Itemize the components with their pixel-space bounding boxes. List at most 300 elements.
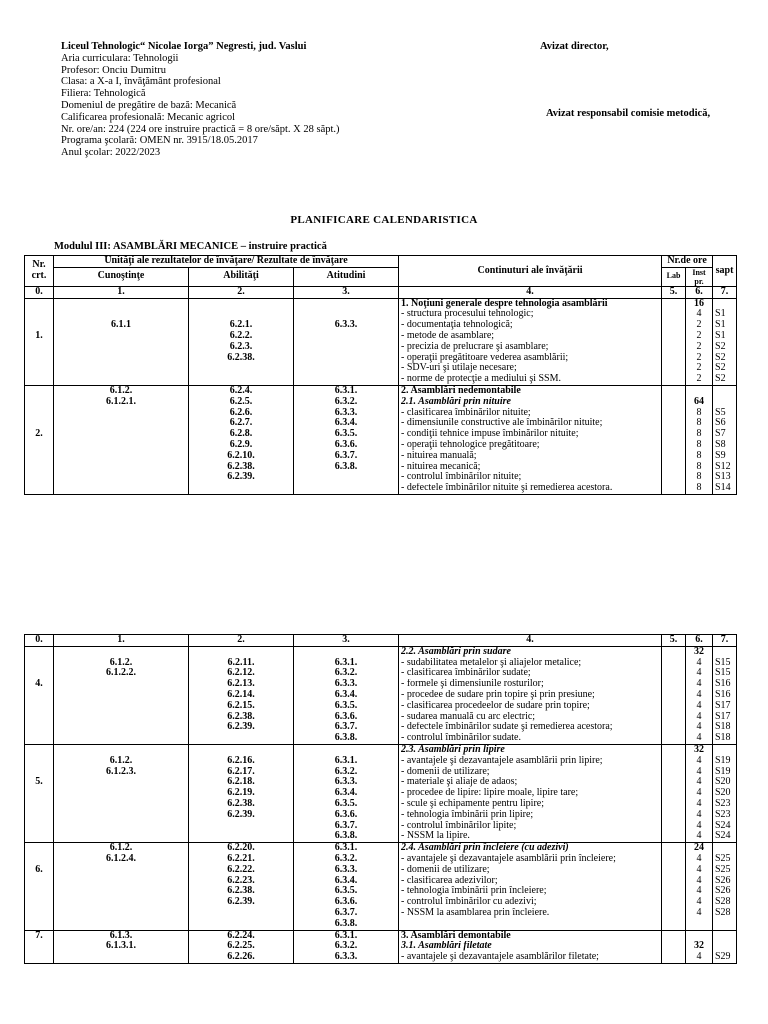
ore-value: 4 [696,700,702,711]
continut-item: - precizia de prelucrare şi asamblare; [401,341,549,352]
atitudini-cell [294,843,399,930]
sapt-value: S2 [715,363,726,374]
abilitati-code: 6.2.38. [227,798,255,809]
sapt-value [715,931,734,942]
sapt-value: S6 [715,418,726,429]
sapt-value: S19 [715,755,731,766]
cunostinte-code [56,745,186,756]
cunostinte-code: 6.1.2.3. [106,766,136,777]
continut-item: - clasificarea procedeelor de sudare prin topire; [401,700,590,711]
abilitati-code: 6.2.4. [229,385,253,396]
lab-cell [662,385,686,494]
row-number [25,744,54,842]
continut-item: - clasificarea adezivilor; [401,875,498,886]
sapt-value [715,647,734,658]
index-row [25,286,737,298]
atitudini-code: 6.3.2. [334,853,358,864]
ore-value: 4 [696,831,702,842]
abilitati-code [191,309,291,320]
continut-item: 2.3. Asamblări prin lipire [401,744,505,755]
ore-value: 4 [696,309,702,320]
atitudini-code [296,745,396,756]
atitudini-code: 6.3.1. [334,930,358,941]
continut-item: - avantajele şi dezavantajele asamblării prin lipire; [401,755,603,766]
abilitati-cell [189,930,294,963]
ore-value: 64 [694,396,705,407]
atitudini-code: 6.3.5. [334,429,358,440]
abilitati-code [191,745,291,756]
continut-item: - clasificarea îmbinărilor nituite; [401,407,531,418]
sapt-cell [713,385,737,494]
abilitati-code: 6.2.39. [227,897,255,908]
index-cell: 0. [25,635,54,647]
col-cunostinte: Cunoştinţe [54,267,189,286]
row-number-text: 1. [35,330,43,341]
abilitati-code: 6.2.8. [229,429,253,440]
aria-curriculara: Aria curriculara: Tehnologii [61,52,179,64]
filiera: Filiera: Tehnologică [61,88,146,100]
cunostinte-code: 6.1.2. [109,755,133,766]
abilitati-code: 6.2.1. [229,320,253,331]
anul-scolar: Anul şcolar: 2022/2023 [61,147,161,159]
abilitati-code: 6.2.38. [227,461,255,472]
sapt-value: S5 [715,407,726,418]
sapt-value: S26 [715,875,731,886]
atitudini-code: 6.3.6. [334,439,358,450]
sapt-value [715,299,734,310]
ore-value: 32 [694,941,704,952]
lab-cell [662,646,686,744]
sapt-value: S7 [715,429,726,440]
cunostinte-cell [54,930,189,963]
abilitati-code: 6.2.23. [227,875,255,886]
sapt-value: S9 [715,450,726,461]
continut-item: - tehnologia îmbinării prin încleiere; [401,886,547,897]
sapt-value [715,941,734,952]
continut-item: - operaţii pregătitoare vederea asamblării; [401,352,569,363]
cunostinte-code: 6.1.2.1. [106,396,136,407]
continut-item: - documentaţia tehnologică; [401,320,513,331]
ore-value: 8 [696,472,702,483]
cunostinte-code: 6.1.2.2. [106,668,136,679]
continut-item: - defectele îmbinărilor nituite şi remedierea acestora. [401,483,613,494]
index-cell: 4. [399,635,662,647]
continut-item: - domenii de utilizare; [401,766,490,777]
atitudini-code: 6.3.2. [334,668,358,679]
sapt-value: S1 [715,309,726,320]
continut-item: - nituirea manuală; [401,450,477,461]
abilitati-code: 6.2.11. [227,657,255,668]
abilitati-code: 6.2.13. [227,679,255,690]
col-abilitati: Abilităţi [189,267,294,286]
atitudini-code: 6.3.2. [334,941,358,952]
ore-value [688,931,710,942]
atitudini-code: 6.3.8. [334,733,358,744]
row-number [25,646,54,744]
atitudini-code: 6.3.4. [334,788,358,799]
sapt-value: S15 [715,668,731,679]
atitudini-code [296,647,396,658]
sapt-value: S28 [715,897,731,908]
index-cell: 3. [294,286,399,298]
ore-value: 4 [696,755,702,766]
row-number [25,930,54,963]
col-sapt: sapt [713,256,737,287]
ore-value: 4 [696,711,702,722]
continut-item: - nituirea mecanică; [401,461,481,472]
continut-item: - scule şi echipamente pentru lipire; [401,798,545,809]
continut-item: 3. Asamblări demontabile [401,930,511,941]
ore-value: 8 [696,418,702,429]
nr-ore: Nr. ore/an: 224 (224 ore instruire practică = 8 ore/săpt. X 28 săpt.) [61,123,340,135]
cunostinte-cell [54,744,189,842]
ore-value: 4 [696,657,702,668]
abilitati-code: 6.2.9. [229,439,253,450]
abilitati-code: 6.2.10. [227,450,255,461]
abilitati-code: 6.2.16. [227,755,255,766]
abilitati-code: 6.2.6. [229,407,253,418]
atitudini-code: 6.3.7. [334,450,358,461]
abilitati-code: 6.2.39. [227,722,255,733]
ore-value: 2 [696,363,702,374]
school-name: Liceul Tehnologic“ Nicolae Iorga” Negresti, jud. Vaslui [61,41,307,52]
col-lab: Lab [662,267,686,286]
atitudini-code: 6.3.4. [334,689,358,700]
continut-item: 2.4. Asamblări prin încleiere (cu adezivi) [401,843,569,854]
continut-item: - controlul îmbinărilor nituite; [401,472,522,483]
index-row [25,635,737,647]
sapt-value: S20 [715,788,731,799]
ore-value: 4 [696,668,702,679]
ore-value: 4 [696,897,702,908]
ore-value: 32 [694,646,704,657]
index-cell: 2. [189,635,294,647]
continut-item: - defectele îmbinărilor sudate şi remedierea acestora; [401,722,613,733]
atitudini-code: 6.3.3. [334,777,358,788]
row-number [25,298,54,385]
index-cell: 0. [25,286,54,298]
atitudini-code: 6.3.5. [334,798,358,809]
abilitati-code: 6.2.15. [227,700,255,711]
abilitati-code: 6.2.2. [229,330,253,341]
table-row [25,930,737,963]
atitudini-code: 6.3.6. [334,809,358,820]
sapt-value: S12 [715,461,731,472]
sapt-value: S23 [715,809,731,820]
continut-item: - formele şi dimensiunile rosturilor; [401,679,544,690]
atitudini-code: 6.3.8. [334,918,358,929]
continut-item: - sudabilitatea metalelor şi aliajelor metalice; [401,657,582,668]
atitudini-code: 6.3.1. [334,843,358,854]
continut-item: - procedee de sudare prin topire şi prin presiune; [401,689,595,700]
ore-cell [686,385,713,494]
sapt-value: S18 [715,722,731,733]
ore-value: 4 [696,679,702,690]
continut-item: - domenii de utilizare; [401,864,490,875]
continut-item: - controlul îmbinărilor lipite; [401,820,517,831]
continut-item: - condiţii tehnice impuse îmbinărilor nituite; [401,429,579,440]
abilitati-code: 6.2.25. [227,941,255,952]
index-cell: 7. [713,286,737,298]
cunostinte-code [56,309,186,320]
abilitati-code: 6.2.38. [227,886,255,897]
programa: Programa şcolară: OMEN nr. 3915/18.05.2017 [61,135,258,147]
atitudini-code: 6.3.8. [334,461,358,472]
cunostinte-cell [54,385,189,494]
ore-value: 4 [696,777,702,788]
abilitati-code: 6.2.38. [227,352,255,363]
ore-value: 4 [696,952,702,963]
continut-cell [399,843,662,930]
table-row [25,843,737,930]
sapt-value: S28 [715,907,731,918]
atitudini-code: 6.3.8. [334,831,358,842]
continut-item: - controlul îmbinărilor cu adezivi; [401,897,537,908]
sapt-value: S14 [715,483,731,494]
sapt-value: S2 [715,374,726,385]
atitudini-code: 6.3.3. [334,679,358,690]
abilitati-code: 6.2.20. [227,843,255,854]
ore-cell [686,744,713,842]
atitudini-code: 6.3.5. [334,886,358,897]
index-cell: 7. [713,635,737,647]
atitudini-code: 6.3.7. [334,820,358,831]
ore-value [688,386,710,397]
abilitati-code: 6.2.19. [227,788,255,799]
sapt-cell [713,930,737,963]
continut-item: - norme de protecţie a mediului şi SSM. [401,374,562,385]
ore-value: 32 [694,744,704,755]
sapt-value: S24 [715,820,731,831]
continut-cell [399,385,662,494]
sapt-value: S23 [715,798,731,809]
atitudini-code: 6.3.6. [334,897,358,908]
sapt-value: S1 [715,330,726,341]
abilitati-code: 6.2.7. [229,418,253,429]
ore-value: 2 [696,352,702,363]
document-header [61,41,340,159]
sapt-value: S15 [715,657,731,668]
lab-cell [662,843,686,930]
planificare-table-1 [24,255,737,495]
cunostinte-code: 6.1.2. [109,385,133,396]
avizat-comisie: Avizat responsabil comisie metodică, [546,108,711,119]
abilitati-cell [189,298,294,385]
continut-item: 1. Noţiuni generale despre tehnologia asamblării [401,298,608,309]
ore-cell [686,843,713,930]
ore-value: 4 [696,766,702,777]
cunostinte-code: 6.1.3.1. [106,941,136,952]
sapt-value: S17 [715,700,731,711]
abilitati-cell [189,744,294,842]
atitudini-code: 6.3.3. [334,407,358,418]
table-row [25,385,737,494]
sapt-value [715,745,734,756]
atitudini-code: 6.3.1. [334,755,358,766]
sapt-value: S25 [715,864,731,875]
abilitati-cell [189,385,294,494]
index-cell: 3. [294,635,399,647]
avizat-director: Avizat director, [540,41,609,52]
ore-value: 8 [696,450,702,461]
ore-value: 4 [696,798,702,809]
ore-value: 4 [696,809,702,820]
continut-cell [399,930,662,963]
continut-item: - SDV-uri şi utilaje necesare; [401,363,517,374]
atitudini-code: 6.3.7. [334,907,358,918]
lab-cell [662,298,686,385]
sapt-value: S26 [715,886,731,897]
sapt-cell [713,843,737,930]
abilitati-code: 6.2.39. [227,809,255,820]
abilitati-cell [189,646,294,744]
continut-item: - clasificarea îmbinărilor sudate; [401,668,531,679]
abilitati-code [191,647,291,658]
sapt-value: S8 [715,439,726,450]
continut-item: - dimensiunile constructive ale îmbinărilor nituite; [401,418,603,429]
sapt-value: S16 [715,679,731,690]
ore-value: 2 [696,330,702,341]
ore-value: 4 [696,886,702,897]
continut-item: 2.2. Asamblări prin sudare [401,646,511,657]
atitudini-cell [294,298,399,385]
continut-item: - avantajele şi dezavantajele asamblărilor filetate; [401,952,599,963]
ore-cell [686,298,713,385]
continut-item: 3.1. Asamblări filetate [401,941,492,952]
sapt-cell [713,298,737,385]
row-number-text: 5. [35,777,43,788]
abilitati-code: 6.2.21. [227,853,255,864]
continut-cell [399,744,662,842]
abilitati-code: 6.2.17. [227,766,255,777]
ore-cell [686,646,713,744]
atitudini-cell [294,744,399,842]
abilitati-code: 6.2.26. [227,952,255,963]
abilitati-code: 6.2.18. [227,777,255,788]
row-number-text: 2. [35,429,43,440]
abilitati-code: 6.2.24. [227,930,255,941]
ore-value: 8 [696,429,702,440]
ore-value: 2 [696,320,702,331]
sapt-value: S29 [715,952,731,963]
cunostinte-code: 6.1.2. [109,657,133,668]
index-cell: 5. [662,635,686,647]
atitudini-code: 6.3.4. [334,875,358,886]
atitudini-code: 6.3.5. [334,700,358,711]
cunostinte-code: 6.1.3. [109,930,133,941]
ore-value: 8 [696,483,702,494]
ore-value: 2 [696,374,702,385]
ore-value: 4 [696,788,702,799]
atitudini-code: 6.3.2. [334,396,358,407]
col-nr-ore: Nr.de ore [662,256,713,268]
row-number [25,385,54,494]
abilitati-code: 6.2.12. [227,668,255,679]
abilitati-cell [189,843,294,930]
modul-title: Modulul III: ASAMBLĂRI MECANICE – instruire practică [54,241,327,252]
sapt-value: S18 [715,733,731,744]
continut-item: 2.1. Asamblări prin nituire [401,396,511,407]
abilitati-code: 6.2.3. [229,341,253,352]
sapt-value [715,397,734,408]
sapt-value: S1 [715,320,726,331]
ore-value: 4 [696,689,702,700]
ore-value: 16 [694,298,705,309]
clasa: Clasa: a X-a I, învăţământ profesional [61,76,221,88]
sapt-cell [713,744,737,842]
ore-value: 24 [694,843,704,854]
sapt-value: S25 [715,853,731,864]
lab-cell [662,930,686,963]
sapt-value: S13 [715,472,731,483]
index-cell: 1. [54,635,189,647]
abilitati-code: 6.2.22. [227,864,255,875]
continut-item: - tehnologia îmbinării prin lipire; [401,809,534,820]
page-title: PLANIFICARE CALENDARISTICA [290,214,478,226]
col-nr-crt: Nr. crt. [25,256,54,287]
ore-value: 4 [696,875,702,886]
abilitati-code: 6.2.14. [227,689,255,700]
cunostinte-code: 6.1.2. [109,843,133,854]
domeniul: Domeniul de pregătire de bază: Mecanică [61,99,237,111]
ore-value: 8 [696,461,702,472]
cunostinte-code [56,647,186,658]
abilitati-code: 6.2.5. [229,396,253,407]
continut-item: - avantajele şi dezavantajele asamblării prin încleiere; [401,853,616,864]
col-inst: Inst pr. [686,267,713,286]
sapt-value: S24 [715,831,731,842]
index-cell: 2. [189,286,294,298]
row-number [25,843,54,930]
atitudini-code: 6.3.2. [334,766,358,777]
atitudini-code [296,299,396,310]
cunostinte-cell [54,843,189,930]
table-row [25,646,737,744]
ore-value: 4 [696,864,702,875]
continut-item: - controlul îmbinărilor sudate. [401,733,521,744]
col-continuturi: Continuturi ale învăţării [399,256,662,287]
sapt-value: S2 [715,352,726,363]
atitudini-cell [294,385,399,494]
ore-value: 8 [696,407,702,418]
ore-value: 2 [696,341,702,352]
cunostinte-cell [54,646,189,744]
atitudini-code: 6.3.4. [334,418,358,429]
cunostinte-code: 6.1.1 [111,320,131,331]
ore-value: 8 [696,439,702,450]
sapt-cell [713,646,737,744]
sapt-value: S2 [715,341,726,352]
continut-cell [399,646,662,744]
continut-item: - sudarea manuală cu arc electric; [401,711,536,722]
table-row [25,298,737,385]
index-cell: 6. [686,286,713,298]
index-cell: 5. [662,286,686,298]
atitudini-code [296,309,396,320]
abilitati-code [191,299,291,310]
table-row [25,744,737,842]
sapt-value: S20 [715,777,731,788]
col-atitudini: Atitudini [294,267,399,286]
continut-cell [399,298,662,385]
atitudini-cell [294,646,399,744]
atitudini-code: 6.3.3. [334,320,358,331]
ore-value: 4 [696,853,702,864]
lab-cell [662,744,686,842]
atitudini-code: 6.3.3. [334,952,358,963]
index-cell: 1. [54,286,189,298]
abilitati-code: 6.2.39. [227,472,255,483]
